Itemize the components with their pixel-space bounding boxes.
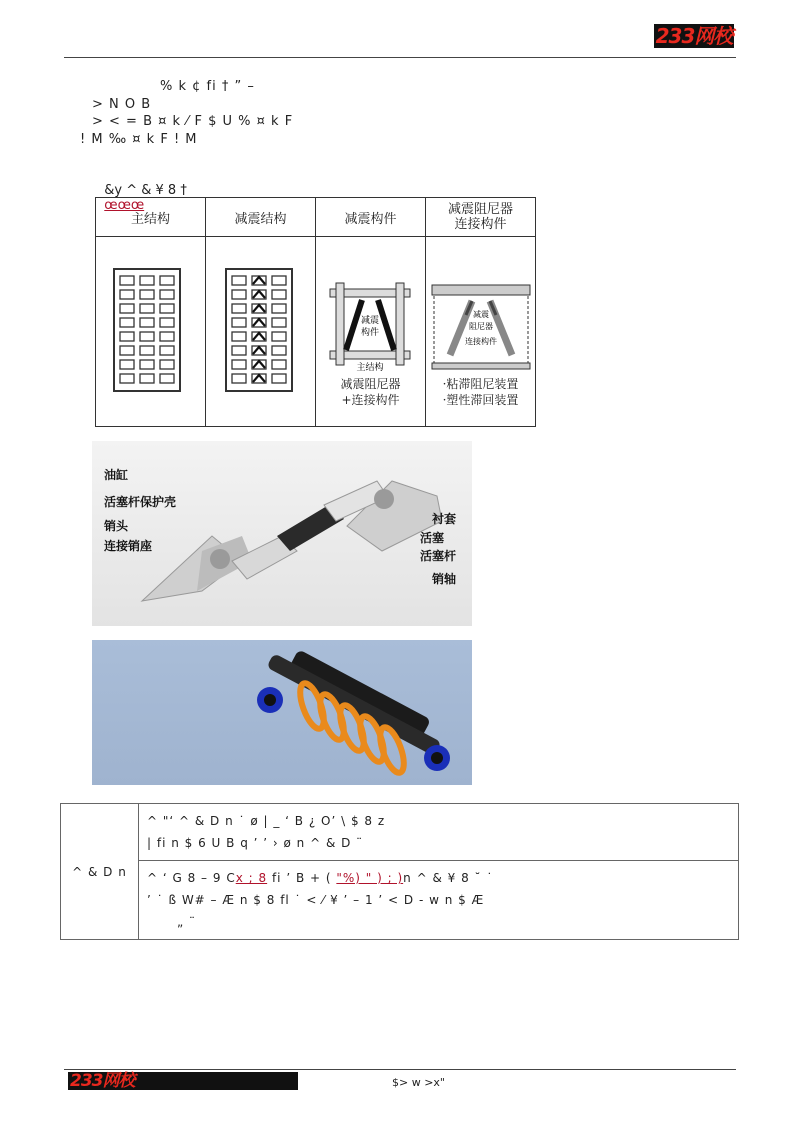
damper-label-c: 连接构件 [465, 337, 497, 346]
header-main-structure: 主结构 [96, 198, 206, 237]
label-pin-shaft: 销轴 [432, 572, 457, 586]
heading-prefix: &y ^ & ¥ 8 † [104, 183, 187, 198]
viscous-damper-illustration [92, 441, 472, 626]
label-oil-cylinder: 油缸 [104, 468, 129, 482]
footer-logo[interactable]: 233网校 [68, 1072, 298, 1090]
text-line-1: % k ¢ fi † ” – [160, 79, 255, 94]
damper-label-a: 减震 [473, 310, 489, 319]
header-damping-structure: 减震结构 [206, 198, 316, 237]
header-rule [64, 57, 736, 58]
text-line-4: ! M ‰ ¤ k F ! M [80, 132, 198, 147]
label-piston: 活塞 [420, 531, 445, 545]
text-line-3: > < = B ¤ k ⁄ F $ U % ¤ k F [92, 114, 294, 129]
frame-building-figure [96, 237, 205, 422]
definition-row-2-line-3: „ ¨ [177, 915, 197, 929]
viscous-damper-photo [92, 441, 472, 626]
cell-damper-devices [426, 237, 536, 427]
cell-frame [96, 237, 206, 427]
structure-diagram-table [95, 197, 536, 427]
damper-connection-figure [426, 237, 535, 372]
heading-link[interactable]: œœœ [104, 198, 145, 213]
label-bushing: 衬套 [432, 512, 457, 526]
cell-damping-member [316, 237, 426, 427]
spring-damper-render [92, 640, 472, 785]
row2-text-b: fi ’ B + ( [267, 871, 337, 885]
brace-label-top: 减震 [360, 316, 380, 326]
definition-row-1 [139, 804, 739, 861]
definition-table [60, 803, 739, 940]
label-pin-head: 销头 [104, 519, 129, 533]
header-damping-member: 减震构件 [316, 198, 426, 237]
label-rod-shield: 活塞杆保护壳 [104, 495, 177, 509]
text-line-2: > N O B [92, 97, 152, 112]
brace-label-bottom: 构件 [360, 328, 380, 338]
row2-text-a: ^ ‘ G 8 – 9 C [147, 871, 236, 885]
definition-row-2 [139, 861, 739, 940]
site-logo[interactable]: 233网校 [655, 24, 733, 48]
label-piston-rod: 活塞杆 [420, 549, 457, 563]
page-number: $> w >x" [392, 1076, 445, 1089]
row2-text-c: n ^ & ¥ 8 ˘ ˙ [403, 871, 494, 885]
definition-row-2-line-2: ’ ˙ ß W# – Æ n $ 8 fl ˙ < ⁄ ¥ ’ – 1 ’ < D - w n $ Æ [147, 893, 485, 907]
braced-building-figure [206, 237, 315, 422]
damper-label-b: 阻尼器 [469, 322, 493, 331]
definition-term: ^ & D n [61, 804, 139, 940]
footer-rule [64, 1069, 736, 1070]
header-damper-connector: 减震阻尼器 连接构件 [426, 198, 536, 237]
label-pin-seat: 连接销座 [104, 539, 153, 553]
caption-device-types: ·粘滞阻尼装置 ·塑性滞回装置 [442, 377, 519, 407]
definition-row-1-line-1: ^ "‘ ^ & D n ˙ ø | _ ‘ B ¿ O’ \ $ 8 z [147, 814, 386, 828]
main-structure-label: 主结构 [356, 363, 384, 372]
spring-damper-illustration [92, 640, 472, 785]
brace-member-figure [316, 237, 425, 372]
row2-link-2[interactable]: "%) " ) ; ) [336, 871, 404, 885]
row2-link-1[interactable]: x ; 8 [235, 871, 268, 885]
definition-row-1-line-2: | fi n $ 6 U B q ’ ’ › ø n ^ & D ¨ [147, 836, 364, 850]
caption-damper-connector: 减震阻尼器 +连接构件 [340, 377, 401, 407]
cell-braced-frame [206, 237, 316, 427]
